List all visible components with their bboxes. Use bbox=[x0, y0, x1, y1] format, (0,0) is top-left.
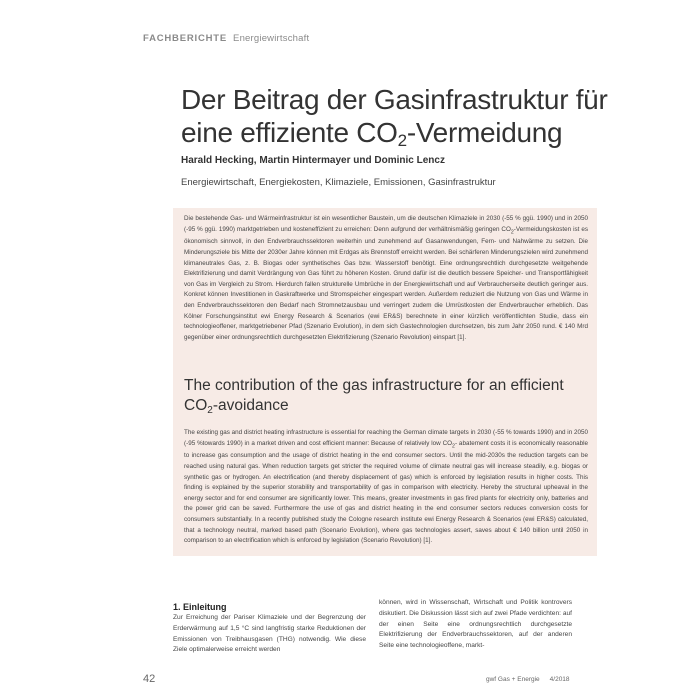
article-title bbox=[181, 83, 621, 149]
body-text-col1: Zur Erreichung der Pariser Klimaziele und der Begrenzung der Erderwärmung auf 1,5 °C sind langfristig starke Reduktionen der Emissionen von Treibhausgasen (THG) notwendig. Wie diese Ziele optimalerweise erreicht werden bbox=[173, 614, 366, 654]
title-line-2a: eine effiziente CO bbox=[181, 117, 398, 148]
title-subscript: 2 bbox=[397, 131, 407, 150]
abstract-de-part-a: Die bestehende Gas- und Wärmeinfrastruktur ist ein wesentlicher Baustein, um die deutschen Klimaziele in 2030 (-55 % ggü. 1990) und in 2050 (-95 % ggü. 1990) marktgetrieben und kosteneffizient zu erreichen: Denn aufgrund der verhältnismäßig geringen CO bbox=[184, 215, 588, 233]
title-line-2b: -Vermeidung bbox=[406, 117, 563, 148]
title-line-1: Der Beitrag der Gasinfrastruktur für bbox=[181, 84, 608, 115]
authors: Harald Hecking, Martin Hintermayer und Dominic Lencz bbox=[181, 155, 445, 166]
abstract-en-subscript: 2 bbox=[452, 442, 455, 449]
english-title bbox=[184, 376, 588, 416]
header-subcategory: Energiewirtschaft bbox=[233, 33, 310, 44]
footer-issue: 4/2018 bbox=[549, 676, 570, 683]
body-column-2 bbox=[379, 598, 572, 652]
page-number: 42 bbox=[143, 673, 156, 685]
abstract-en-part-a: The existing gas and district heating infrastructure is essential for reaching the German climate targets in 2030 (-55 % towards 1990) and in 2050 (-95 %towards 1990) in a market driven and cost efficient manner: Because of relatively low CO bbox=[184, 429, 588, 447]
section-heading: 1. Einleitung bbox=[173, 602, 227, 612]
abstract-english bbox=[184, 428, 588, 547]
abstract-de-subscript: 2 bbox=[510, 228, 514, 235]
header-category: FACHBERICHTE bbox=[143, 33, 228, 44]
body-text-col2: können, wird in Wissenschaft, Wirtschaft und Politik kontrovers diskutiert. Die Diskussion lässt sich auf zwei Pfade verdichten: auf der einen Seite eine ordnungsrechtlich durchgesetzte Elektrifizierung der Endverbrauchssektoren, auf der anderen Seite eine technologieoffene, markt- bbox=[379, 599, 572, 650]
body-column-1 bbox=[173, 602, 366, 656]
footer-publication bbox=[486, 676, 580, 683]
en-title-line-2b: -avoidance bbox=[212, 397, 289, 414]
abstract-german bbox=[184, 214, 588, 343]
keywords: Energiewirtschaft, Energiekosten, Klimaziele, Emissionen, Gasinfrastruktur bbox=[181, 177, 496, 188]
en-title-subscript: 2 bbox=[207, 405, 213, 416]
footer-journal: gwf Gas + Energie bbox=[486, 676, 540, 683]
running-header bbox=[143, 33, 309, 44]
abstract-en-part-b: - abatement costs it is economically reasonable to increase gas consumption and the usage of district heating in the end consumer sectors. Until the mid-2030s the reduction targets can be reached using natural gas. When reduction targets get stricter the required volume of climate neutral gas will increase steadily, e.g. biogas or synthetic gas or hydrogen. An electrification (and thereby displacement of gas) which is enforced by legislation results in higher costs. This finding is explained by the superior storability and transportability of gas in comparison with electricity. Hereby the structural upheaval in the energy sector and for end consumer are significantly lower. This means, greater investments in gas fired plants for electricity only, batteries and the power grid can be saved. Furthermore the use of gas and district heating in the end consumer sectors reduces conversion costs for consumers substantially. In a recently published study the Cologne research institute ewi Energy Research & Scenarios (ewi ER&S) calculated, that a technology neutral, marked based path (Scenario Evolution), where gas technologies assert, saves about € 140 billion until 2050 in comparison to an electrification which is enforced by legislation (Scenario Revolution) [1]. bbox=[184, 439, 588, 545]
en-title-line-1: The contribution of the gas infrastructure for an efficient bbox=[184, 377, 564, 394]
en-title-line-2a: CO bbox=[184, 397, 208, 414]
abstract-de-part-b: -Vermeidungskosten ist es ökonomisch sinnvoll, in den Endverbrauchssektoren weiterhin und zunehmend auf Gasanwendungen, Fern- und Nahwärme zu setzen. Die Minderungsziele bis Mitte der 2030er Jahre können mit Erdgas als Brennstoff erreicht werden. Bei schärferen Minderungszielen wird zunehmend klimaneutrales Gas, z. B. Biogas oder synthetisches Gas bzw. Wasserstoff benötigt. Eine ordnungsrechtlich durchgesetzte weitgehende Elektrifizierung und damit Verdrängung von Gas führt zu höheren Kosten. Grund dafür ist die deutlich bessere Speicher- und Transportfähigkeit von Gas im Vergleich zu Strom. Hierdurch fallen strukturelle Umbrüche in der Energiewirtschaft und auf Verbraucherseite deutlich geringer aus. Konkret können Investitionen in Gaskraftwerke und Stromspeicher eingespart werden. Außerdem reduziert die Nutzung von Gas und Wärme in den Endverbrauchssektoren den Bedarf nach Stromnetzausbau und verringert zudem die Umrüstkosten der Endverbraucher erheblich. Das Kölner Forschungsinstitut ewi Energy Research & Scenarios (ewi ER&S) berechnete in einer kürzlich veröffentlichten Studie, dass ein technologieoffener, marktgetriebener Pfad (Szenario Evolution), in dem sich Gastechnologien durchsetzen, bis zum Jahr 2050 rund. € 140 Mrd gegenüber einer ordnungsrechtlich durchgesetzten Elektrifizierung (Szenario Revolution) einspart [1]. bbox=[184, 225, 588, 341]
